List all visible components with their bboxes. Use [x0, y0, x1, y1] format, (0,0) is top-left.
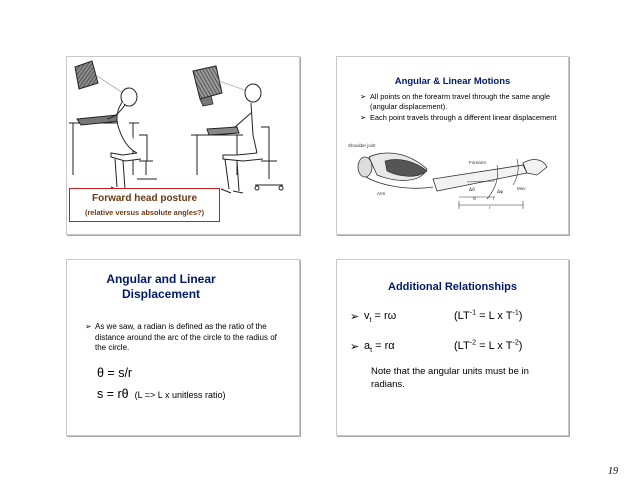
dim-exp: -2: [512, 338, 519, 347]
label-r-big: r: [489, 205, 491, 210]
dim-part: ): [518, 310, 523, 322]
dim-exp: -2: [469, 338, 477, 347]
dim-part: ): [518, 340, 523, 352]
rel-lhs: [364, 340, 395, 355]
label-delta-theta: Δθ: [469, 188, 475, 193]
dim-part: (LT: [454, 340, 470, 352]
rel-rhs: = rα: [372, 340, 395, 352]
label-arm: Arm: [377, 191, 386, 196]
var-v: v: [364, 310, 370, 322]
left-seated-figure: [69, 88, 157, 191]
bullet-text: Each point travels through a different linear displacement: [370, 113, 557, 122]
left-monitor: [75, 61, 98, 89]
equation-s: s = rθ: [97, 387, 129, 401]
arrow-bullet-icon: ➢: [360, 113, 367, 122]
slide-angular-linear-displacement: [66, 259, 300, 436]
dim-part: = L x T: [476, 310, 513, 322]
label-delta-phi: Δφ: [497, 190, 504, 195]
rel-lhs: [364, 310, 397, 325]
slide-angular-linear-motions: [336, 56, 569, 235]
dim-part: (LT: [454, 310, 470, 322]
var-a: a: [364, 340, 371, 352]
bullet-text: All points on the forearm travel through the same angle (angular displacement).: [370, 92, 550, 111]
label-shoulder-joint: Shoulder joint: [348, 143, 376, 148]
rel-dimensions: [454, 310, 522, 322]
slide-title: Angular & Linear Motions: [394, 76, 511, 87]
slide-title: Angular and Linear Displacement: [106, 272, 216, 301]
label-r-small: r: [493, 196, 495, 201]
slide-title: Additional Relationships: [388, 281, 517, 293]
arrow-bullet-icon: ➢: [350, 311, 360, 323]
unit-note: (L => L x unitless ratio): [134, 390, 226, 400]
caption-box: [69, 188, 220, 222]
sub-t: t: [369, 316, 372, 325]
arrow-bullet-icon: ➢: [85, 322, 92, 331]
sub-t: t: [370, 346, 373, 355]
equation-theta: θ = s/r: [97, 366, 133, 380]
list-item: [85, 322, 290, 354]
caption-title: Forward head posture: [91, 193, 197, 204]
slide-additional-relationships: [336, 259, 569, 436]
equation-arc-length: [97, 387, 226, 401]
caption-subtitle: (relative versus absolute angles?): [84, 208, 205, 217]
slide-forward-head-posture: [66, 56, 300, 235]
radians-note: Note that the angular units must be in radians.: [371, 366, 529, 390]
arrow-bullet-icon: ➢: [360, 92, 367, 101]
relationship-tangential-velocity: [350, 308, 523, 325]
dim-exp: -1: [469, 308, 477, 317]
arrow-bullet-icon: ➢: [350, 341, 360, 353]
dim-part: = L x T: [476, 340, 513, 352]
arm-figure: [337, 57, 568, 234]
right-monitor: [193, 66, 222, 106]
bullet-text: As we saw, a radian is defined as the ratio of the distance around the arc of the circle to the radius of the circle.: [95, 322, 277, 352]
label-mov: Mov: [517, 186, 526, 191]
label-theta: θ: [473, 197, 476, 202]
relationship-tangential-acceleration: [350, 338, 523, 355]
dim-exp: -1: [512, 308, 519, 317]
page-number: 19: [608, 466, 618, 477]
label-forearm: Forearm: [469, 160, 487, 165]
bullet-list: [85, 322, 290, 354]
rel-dimensions: [454, 340, 522, 352]
rel-rhs: = rω: [371, 310, 397, 322]
